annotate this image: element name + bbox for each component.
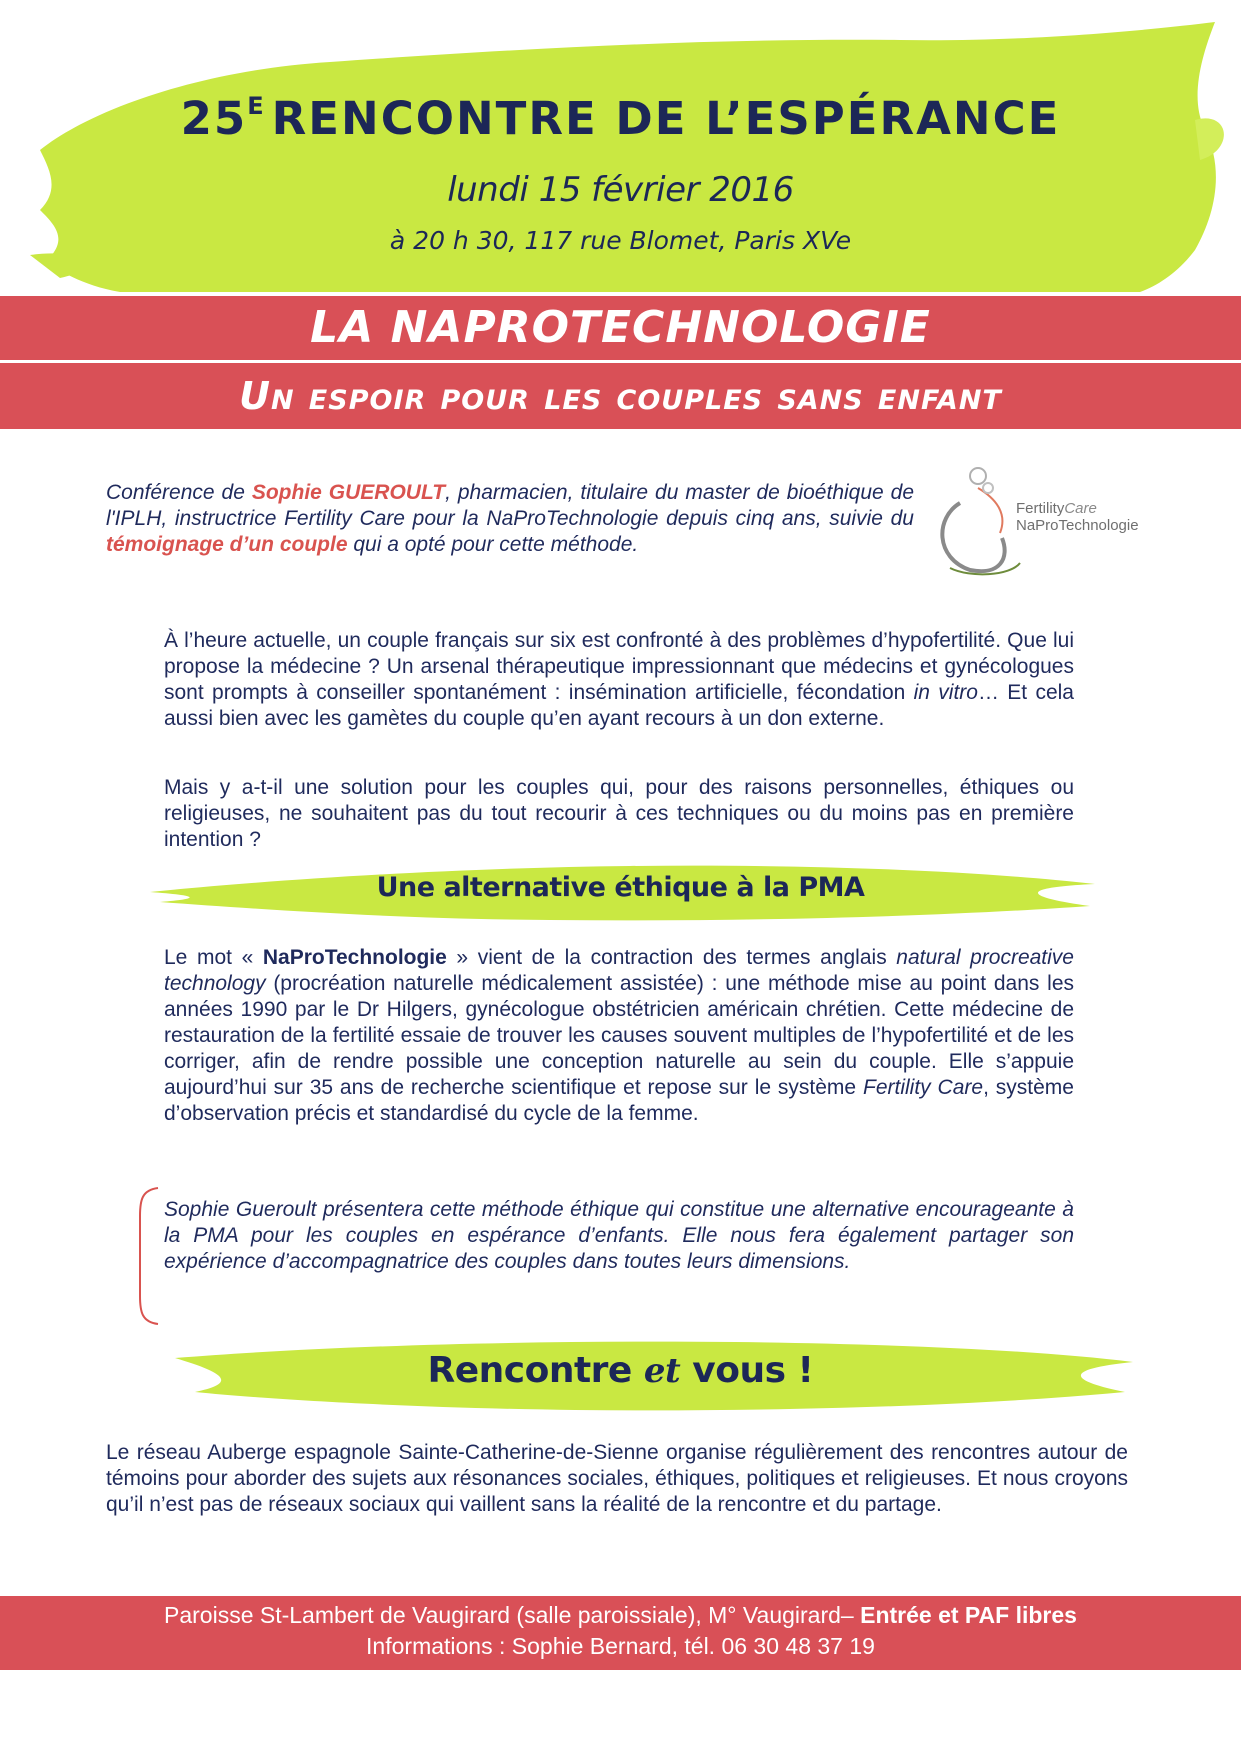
intro-paragraph: Conférence de Sophie GUEROULT, pharmacien, titulaire du master de bioéthique de l'IPLH, instructrice Fertility Care pour la NaProTechnologie depuis cinq ans, suivie du témoignage d’un couple qui a opté pour cette méthode. (106, 481, 915, 556)
fertility-care-logo-text: FertilityCare NaProTechnologie (1016, 500, 1139, 534)
paragraph-naprotechnologie: Le mot « NaProTechnologie » vient de la contraction des termes anglais natural procreative technology (procréation naturelle médicalement assistée) : une méthode mise au point dans les années 1990 par le Dr Hilgers, gynécologue obstétricien américain chrétien. Cette médecine de restauration de la fertilité essaie de trouver les causes souvent multiples de l’hypofertilité et de les corriger, afin de rendre possible une conception naturelle au sein du couple. Elle s’appuie aujourd’hui sur 35 ans de recherche scientifique et repose sur le système Fertility Care, système d’observation précis et standardisé du cycle de la femme. (164, 946, 1074, 1125)
testimony-highlight: témoignage d’un couple (106, 533, 348, 556)
section-title-alternative: Une alternative éthique à la PMA (376, 872, 865, 903)
quote-paragraph: Sophie Gueroult présentera cette méthode éthique qui constitue une alternative encourageante à la PMA pour les couples en espérance d’enfants. Elle nous fera également partager son expérience d’accompagnatrice des couples dans toutes leurs dimensions. (164, 1198, 1074, 1273)
paragraph-question: Mais y a-t-il une solution pour les couples qui, pour des raisons personnelles, éthiques ou religieuses, ne souhaitent pas du tout recourir à ces techniques ou du moins pas en première intention ? (164, 776, 1074, 851)
footer-line-contact: Informations : Sophie Bernard, tél. 06 30 48 37 19 (366, 1633, 875, 1659)
event-title: $25^E$ RENCONTRE DE L’ESPÉRANCE (180, 92, 1061, 145)
banner-title: LA NAPROTECHNOLOGIE (0, 296, 1241, 360)
speaker-name: Sophie GUEROULT (251, 481, 446, 504)
footer-line-location: Paroisse St-Lambert de Vaugirard (salle paroissiale), M° Vaugirard– Entrée et PAF libres (164, 1602, 1077, 1628)
paragraph-network: Le réseau Auberge espagnole Sainte-Catherine-de-Sienne organise régulièrement des rencontres autour de témoins pour aborder des sujets aux résonances sociales, éthiques, politiques et religieuses. Et nous croyons qu’il n’est pas de réseaux sociaux qui vaillent sans la réalité de la rencontre et du partage. (106, 1441, 1128, 1516)
header-brush-stroke (0, 0, 1241, 300)
event-place: à 20 h 30, 117 rue Blomet, Paris XVe (389, 226, 852, 255)
banner-subtitle: Un espoir pour les couples sans enfant (0, 363, 1241, 429)
paragraph-context: À l’heure actuelle, un couple français sur six est confronté à des problèmes d’hypofertilité. Que lui propose la médecine ? Un arsenal thérapeutique impressionnant que médecins et gynécologues sont prompts à conseiller spontanément : insémination artificielle, fécondation in vitro… Et cela aussi bien avec les gamètes du couple qu’en ayant recours à un don externe. (164, 629, 1074, 730)
footer-info-band (0, 1596, 1241, 1670)
quote-bracket-icon (132, 1186, 162, 1326)
event-date: lundi 15 février 2016 (447, 170, 794, 210)
section-title-rencontre: Rencontre et vous ! (427, 1350, 814, 1391)
